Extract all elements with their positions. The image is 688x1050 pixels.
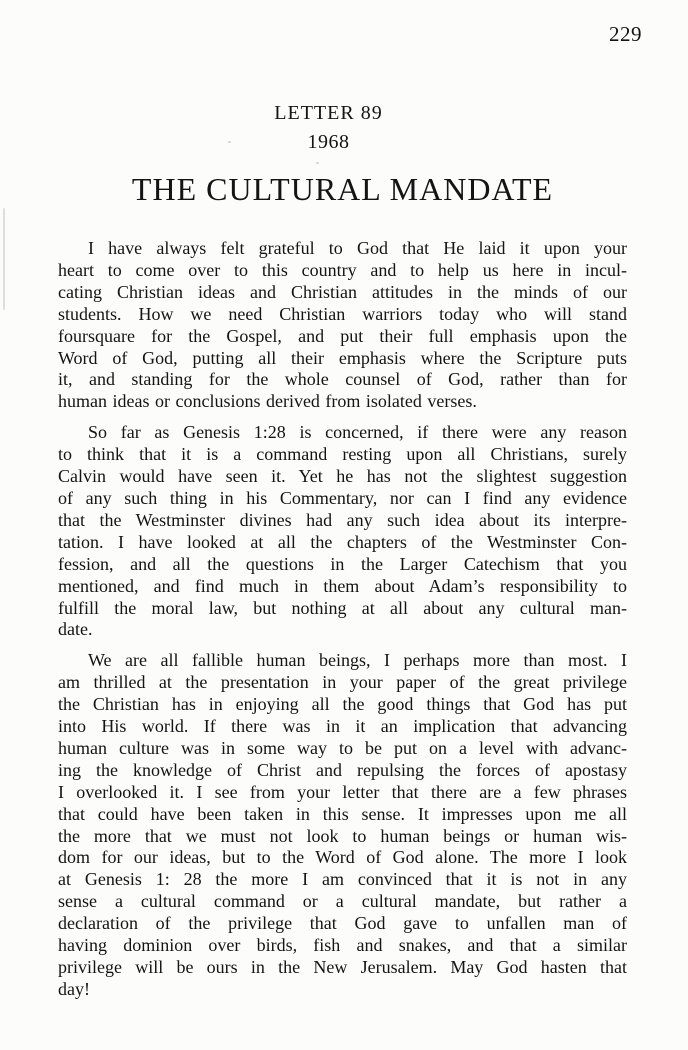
- text-line: I overlooked it. I see from your letter that there are a few phrases: [58, 781, 627, 802]
- paragraph-3: [58, 650, 627, 1001]
- text-line: fulfill the moral law, but nothing at all about any cultural man-: [58, 597, 627, 618]
- text-line: students. How we need Christian warriors today who will stand: [58, 303, 627, 324]
- text-line: declaration of the privilege that God gave to unfallen man of: [58, 913, 627, 934]
- text-line: to think that it is a command resting upon all Christians, surely: [58, 444, 627, 465]
- text-line: heart to come over to this country and to help us here in incul-: [58, 259, 627, 280]
- letter-heading: LETTER 89: [274, 102, 383, 124]
- chapter-title: THE CULTURAL MANDATE: [131, 171, 554, 207]
- text-line: human ideas or conclusions derived from isolated verses.: [58, 391, 477, 412]
- text-line: dom for our ideas, but to the Word of God alone. The more I look: [58, 847, 627, 868]
- letter-year: 1968: [307, 131, 350, 153]
- text-line: into His world. If there was in it an implication that advancing: [58, 716, 627, 737]
- text-line: I have always felt grateful to God that He laid it upon your: [88, 238, 627, 258]
- text-line: am thrilled at the presentation in your paper of the great privilege: [58, 672, 627, 693]
- text-line: that the Westminster divines had any such idea about its interpre-: [58, 509, 627, 530]
- text-line: at Genesis 1: 28 the more I am convinced that it is not in any: [58, 869, 627, 890]
- paragraph-1: [58, 238, 627, 413]
- text-line: having dominion over birds, fish and snakes, and that a similar: [58, 935, 627, 956]
- text-line: tation. I have looked at all the chapters of the Westminster Con-: [58, 531, 627, 552]
- text-line: cating Christian ideas and Christian attitudes in the minds of our: [58, 281, 627, 302]
- text-line: So far as Genesis 1:28 is concerned, if there were any reason: [88, 422, 627, 443]
- text-line: We are all fallible human beings, I perhaps more than most. I: [88, 650, 627, 671]
- text-line: ing the knowledge of Christ and repulsing the forces of apostasy: [58, 759, 627, 780]
- text-line: Calvin would have seen it. Yet he has not the slightest suggestion: [58, 466, 627, 487]
- text-line: it, and standing for the whole counsel of God, rather than for: [58, 369, 627, 390]
- text-line: privilege will be ours in the New Jerusalem. May God hasten that: [58, 957, 627, 977]
- text-line: foursquare for the Gospel, and put their full emphasis upon the: [58, 325, 627, 346]
- page-number: 229: [609, 22, 642, 46]
- text-line: that could have been taken in this sense. It impresses upon me all: [58, 803, 627, 824]
- scan-speck: [316, 162, 319, 164]
- text-line: human culture was in some way to be put on a level with advanc-: [58, 737, 627, 758]
- text-line: sense a cultural command or a cultural mandate, but rather a: [58, 891, 627, 912]
- text-line: day!: [58, 978, 90, 999]
- text-line: the Christian has in enjoying all the good things that God has put: [58, 694, 627, 715]
- text-line: the more that we must not look to human beings or human wis-: [58, 825, 627, 846]
- text-line: fession, and all the questions in the Larger Catechism that you: [58, 553, 627, 574]
- letter-body: [58, 238, 627, 1001]
- scan-edge-artifact: [3, 208, 5, 310]
- text-line: mentioned, and find much in them about Adam’s responsibility to: [58, 575, 627, 596]
- text-line: Word of God, putting all their emphasis where the Scripture puts: [58, 347, 627, 368]
- text-line: date.: [58, 619, 93, 640]
- letter-header: [58, 101, 627, 208]
- text-line: of any such thing in his Commentary, nor can I find any evidence: [58, 487, 627, 508]
- paragraph-2: [58, 422, 627, 641]
